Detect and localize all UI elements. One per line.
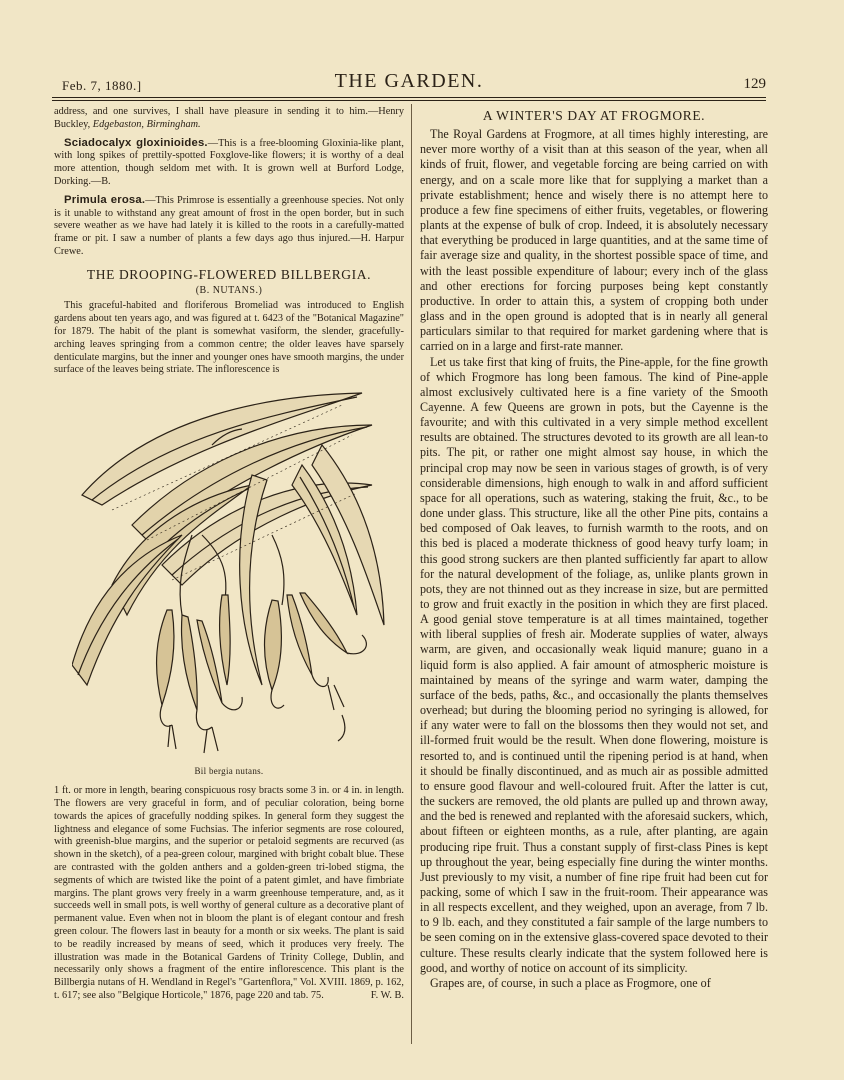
note-lead-sciadocalyx: Sciadocalyx gloxinioides. — [64, 136, 208, 149]
note-sciadocalyx — [54, 137, 404, 189]
article-subtitle-billbergia: (B. NUTANS.) — [195, 284, 263, 296]
billbergia-drawing — [72, 385, 392, 761]
frogmore-paragraph-3: Grapes are, of course, in such a place as Frogmore, one of — [430, 975, 711, 990]
article-signature: F. W. B. — [370, 989, 404, 1001]
billbergia-illustration — [54, 385, 404, 779]
right-column — [420, 108, 768, 991]
note-lead-primula: Primula erosa. — [64, 193, 146, 206]
header-rule — [52, 97, 766, 98]
page-number: 129 — [743, 76, 766, 92]
letter-place: Edgebaston, Birmingham. — [92, 118, 201, 130]
note-body-primula: —This Primrose is essentially a greenhouse species. Not only is it unable to withstand any great amount of frost in the open border, but in such severe weather as we have had lately it is killed to the roots in a carefully-matted frame or pit. I saw a number of plants a few days ago thus injured.—H. Harpur Crewe. — [54, 194, 404, 257]
frogmore-paragraph-1: The Royal Gardens at Frogmore, at all times highly interesting, are never more worthy of a visit than at this season of the year, when all kinds of fruit, flower, and vegetable forcing are being carried on with energy, and on a scale more like that for supplying a market than a private establishment; hence and wisely there is no attempt here to produce a few fine specimens of either fruits, vegetables, or flowering plants at the expense of bulk of crop. Indeed, it is absolutely necessary that everything be produced in large quantities, and at the same time of fair average size and quality, in the shortest possible space of time, and with the least possible expenditure of labour; every inch of the glass and other erections for forcing purposes being kept constantly productive. In order to attain this, a system of cropping both under glass and in the open ground is adopted that is in nearly all general particulars similar to that required for market gardening where that is carried on in a large and first-rate manner. — [420, 127, 768, 354]
frogmore-paragraph-2: Let us take first that king of fruits, the Pine-apple, for the fine growth of which Frogmore has long been famous. The kind of Pine-apple almost exclusively cultivated here is a fine variety of the Smooth Cayenne. A few Queens are grown in pots, but the Cayenne is the favourite; and with this cultivated in a very simple method excellent results are obtained. The structures devoted to its growth are all lean-to pits. The pit, or rather one might almost say house, in which the principal crop may now be seen in various stages of growth, is of very considerable dimensions, high enough to walk in and afford sufficient space for all operations, such as watering, staking the fruit, &c., to be done under glass. This structure, like all the other Pine pits, contains a bed composed of Oak leaves, to furnish warmth to the roots, and on this bed is placed a moderate thickness of good heavy turfy loam; in this good strong suckers are then planted sufficiently far apart to allow for the natural development of the foliage, as, unlike plants grown in pots, they are not thinned out as they increase in size, but are permitted to grow and fruit exactly in the position in which they are first placed. A good genial stove temperature is at all times maintained, together with liberal supplies of fresh air. Moderate supplies of water, always warm, are given, and occasionally weak liquid manure; guano in a liquid form is also applied. A fair amount of atmospheric moisture is maintained by means of the syringe and warm water, damping the surface of the beds, paths, &c., and occasionally the plants themselves overhead; but during the blooming period no syringing is allowed, for if any water were to fall on the blossoms then they would not set, and ill-formed fruit would be the result. When done flowering, moisture is resorted to, and is continued until the ripening period is at hand, when it should be finally discontinued, and as much air as possible admitted to ensure good flavour and well-coloured fruit. After the latter is cut, the suckers are removed, the old plants are pulled up and thrown away, and the bed is renewed and replanted with the aforesaid suckers, which, about fifteen or eighteen months, as a rule, after planting, are again producing ripe fruit. Thus a constant supply of first-class Pines is kept up throughout the year, being especially fine during the winter months. Just previously to my visit, a number of fine ripe fruit had been cut for packing, some of which I saw in the fruit-room. Their appearance was in all respects excellent, and they weighed, upon an average, from 7 lb. to 9 lb. each, and they constituted a fair sample of the large numbers to be seen coming on in the extensive glass-covered space devoted to their culture. These results clearly indicate that the system followed here is good, and worthy of notice on account of its simplicity. — [420, 354, 768, 975]
article-title-frogmore: A WINTER'S DAY AT FROGMORE. — [482, 108, 706, 123]
publication-title: THE GARDEN. — [334, 70, 484, 92]
column-divider — [411, 104, 412, 1044]
article-body-billbergia: 1 ft. or more in length, bearing conspicuous rosy bracts some 3 in. or 4 in. in length. The flowers are very graceful in form, and of peculiar coloration, being borne towards the apices of gracefully nodding spikes. In general form they suggest the lightness and elegance of some Fuchsias. The inferior segments are rose coloured, with greenish-blue margins, and the superior or petaloid segments are recurved (as shown in the sketch), of a pea-green colour, margined with bright cobalt blue. These are contrasted with the golden anthers and a golden-green tri-lobed stigma, the segments of which are twisted like the point of a patent gimlet, and have fimbriate margins. The plant grows very freely in a warm greenhouse temperature, and, as it succeeds well in small pots, is well worthy of general culture as a decorative plant of permanent value. Even when not in bloom the plant is of elegant contour and fresh green colour. The flowers last in beauty for a month or six weeks. The plant is said to be readily increased by means of seed, which it produces very freely. The illustration was made in the Botanical Gardens of Trinity College, Dublin, and necessarily only shows a fragment of the entire inflorescence. This plant is the Billbergia nutans of H. Wendland in Regel's "Gartenflora," Vol. XVIII. 1869, p. 162, t. 617; see also "Belgique Horticole," 1876, page 220 and tab. 75. — [54, 785, 404, 1001]
letter-closing — [54, 106, 404, 132]
figure-caption: Bil bergia nutans. — [194, 766, 264, 777]
article-intro-billbergia: This graceful-habited and floriferous Bromeliad was introduced to English gardens about ten years ago, and was figured at t. 6423 of the "Botanical Magazine" for 1879. The habit of the plant is somewhat vasiform, the slender, gracefully-arching leaves springing from a common centre; the older leaves have sparsely denticulate margins, but the inner and younger ones have smooth margins, the under surface of the leaves being striate. The inflorescence is — [54, 300, 404, 376]
issue-date: Feb. 7, 1880.] — [62, 78, 142, 93]
page-header — [52, 70, 766, 96]
note-body-sciadocalyx: —This is a free-blooming Gloxinia-like plant, with long spikes of prettily-spotted Foxglove-like flowers; it is worthy of a deal more attention, though seldom met with. It is grown well at Burford Lodge, Dorking.—B. — [54, 137, 404, 187]
note-primula — [54, 194, 404, 259]
letter-closing-text: address, and one survives, I shall have pleasure in sending it to him.—Henry Buckley, — [54, 106, 404, 130]
left-column — [54, 106, 404, 1002]
header-rule-double — [52, 100, 766, 101]
article-title-billbergia: THE DROOPING-FLOWERED BILLBERGIA. — [86, 266, 372, 282]
